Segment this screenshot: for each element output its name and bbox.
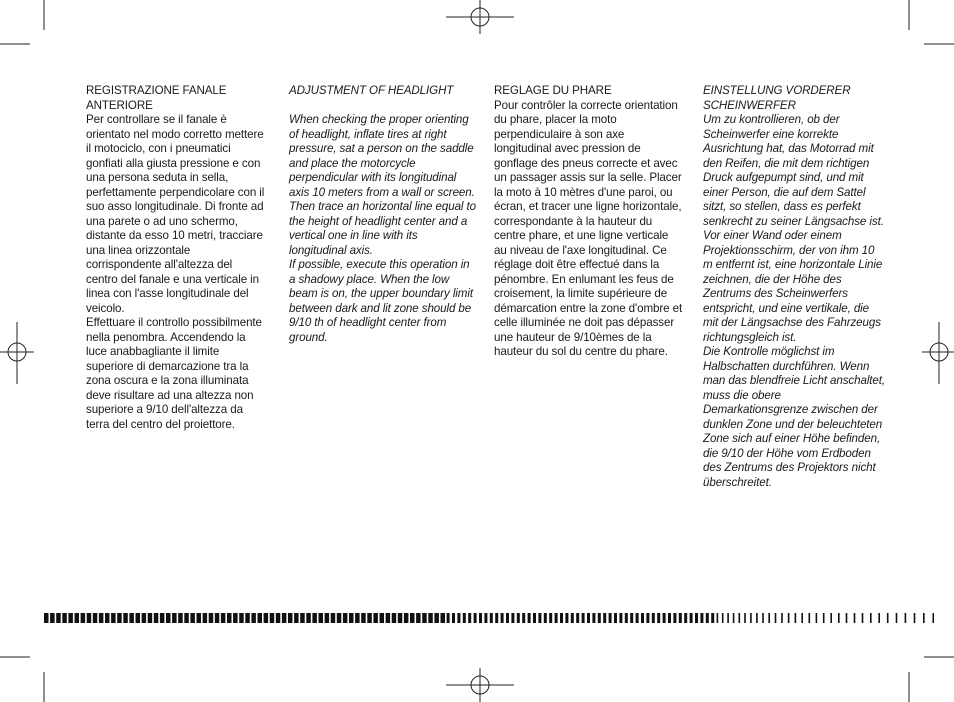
density-bar-block xyxy=(239,613,244,623)
density-bar-block xyxy=(522,613,525,623)
density-bar-block xyxy=(434,613,439,623)
section-title-english: ADJUSTMENT OF HEADLIGHT xyxy=(289,84,454,97)
section-title-french: REGLAGE DU PHARE xyxy=(494,84,612,97)
density-bar-block xyxy=(484,613,487,623)
density-bar-block xyxy=(533,613,536,623)
density-bar-block xyxy=(823,613,825,623)
density-bar-block xyxy=(87,613,92,623)
density-bar-block xyxy=(343,613,348,623)
density-bar-block xyxy=(490,613,493,623)
density-bar-block xyxy=(690,613,693,623)
density-bar-block xyxy=(733,613,735,623)
density-bar-block xyxy=(788,613,790,623)
density-bar-block xyxy=(288,613,293,623)
density-bar-block xyxy=(386,613,391,623)
section-title-italian: REGISTRAZIONE FANALE ANTERIORE xyxy=(86,84,227,112)
density-bar-block xyxy=(75,613,80,623)
density-bar-block xyxy=(727,613,729,623)
density-bar-block xyxy=(123,613,128,623)
density-bar-block xyxy=(197,613,202,623)
density-bar-block xyxy=(739,613,741,623)
density-bar-block xyxy=(331,613,336,623)
density-bar-block xyxy=(468,613,471,623)
density-bar-block xyxy=(154,613,159,623)
density-bar-block xyxy=(282,613,287,623)
column-english xyxy=(289,84,477,345)
density-bar-block xyxy=(142,613,147,623)
density-bar-block xyxy=(81,613,86,623)
density-bar-block xyxy=(933,613,935,623)
density-bar-block xyxy=(750,613,752,623)
density-bar-block xyxy=(136,613,141,623)
density-bar-block xyxy=(294,613,299,623)
density-bar-block xyxy=(663,613,666,623)
density-bar-block xyxy=(668,613,671,623)
density-bar-block xyxy=(506,613,509,623)
density-bar-block xyxy=(361,613,366,623)
density-bar-block xyxy=(479,613,482,623)
density-bar-block xyxy=(781,613,783,623)
density-bar-block xyxy=(190,613,195,623)
density-bar-block xyxy=(203,613,208,623)
density-bar-block xyxy=(441,613,446,623)
density-bar-block xyxy=(428,613,433,623)
density-bar-block xyxy=(756,613,758,623)
density-bar-block xyxy=(544,613,547,623)
density-bar-block xyxy=(511,613,514,623)
density-bar-block xyxy=(717,613,719,623)
density-bar-block xyxy=(62,613,67,623)
density-bar-block xyxy=(398,613,403,623)
density-bar-block xyxy=(722,613,724,623)
paragraph-english-2: If possible, execute this operation in a shadowy place. When the low beam is on, the upper boundary limit between dark and lit zone should be 9/10 th of headlight center from ground. xyxy=(289,258,473,344)
density-bar-block xyxy=(221,613,226,623)
density-bar-block xyxy=(636,613,639,623)
density-bar-block xyxy=(129,613,134,623)
density-bar-block xyxy=(258,613,263,623)
density-bar-block xyxy=(744,613,746,623)
density-bar-block xyxy=(463,613,466,623)
density-bar-block xyxy=(416,613,421,623)
density-bar-block xyxy=(44,613,49,623)
density-bar-block xyxy=(695,613,698,623)
density-bar-block xyxy=(319,613,324,623)
density-bar-block xyxy=(684,613,687,623)
density-bar-block xyxy=(571,613,574,623)
density-bar-block xyxy=(854,613,856,623)
density-bar-block xyxy=(816,613,818,623)
density-bar-block xyxy=(68,613,73,623)
density-bar-block xyxy=(227,613,232,623)
density-bar-block xyxy=(209,613,214,623)
density-bar-block xyxy=(251,613,256,623)
density-bar-block xyxy=(609,613,612,623)
density-bar-block xyxy=(233,613,238,623)
density-bar-block xyxy=(367,613,372,623)
density-bar-block xyxy=(700,613,703,623)
paragraph-german-1: Um zu kontrollieren, ob der Scheinwerfer eine korrekte Ausrichtung hat, das Motorrad mit den Reifen, die mit dem richtigen Druck aufgepumpt sind, und mit einer Person, die auf dem Sattel sitzt, so stellen, dass es perfekt senkrecht zu seiner Längsachse ist. Vor einer Wand oder einem Projektionsschirm, der von ihm 10 m entfernt ist, eine horizontale Linie zeichnen, die der Höhe des Zentrums des Scheinwerfers entspricht, und eine vertikale, die mit der Längsachse des Fahrzeugs richtungsgleich ist. xyxy=(703,113,884,344)
density-bar-block xyxy=(474,613,477,623)
density-bar-block xyxy=(592,613,595,623)
density-bar-block xyxy=(422,613,427,623)
density-bar-block xyxy=(795,613,797,623)
density-bar-block xyxy=(306,613,311,623)
density-bar-block xyxy=(582,613,585,623)
density-bar-block xyxy=(160,613,165,623)
density-bar-block xyxy=(300,613,305,623)
density-bar-block xyxy=(172,613,177,623)
density-bar-block xyxy=(117,613,122,623)
column-italian xyxy=(86,84,266,432)
density-bar-block xyxy=(598,613,601,623)
density-bar-block xyxy=(549,613,552,623)
density-bar-block xyxy=(646,613,649,623)
paragraph-english-1: When checking the proper orienting of headlight, inflate tires at right pressure, sat a person on the saddle and place the motorcycle perpendicular with its longitudinal axis 10 meters from a wall or screen. Then trace an horizontal line equal to the height of headlight center and a vertical one in line with its longitudinal axis. xyxy=(289,113,476,257)
density-bar-block xyxy=(392,613,397,623)
density-bar-block xyxy=(614,613,617,623)
paragraph-italian-2: Effettuare il controllo possibilmente nella penombra. Accendendo la luce anabbagliante il limite superiore di demarcazione tra la zona oscura e la zona illuminata deve risultare ad una altezza non superiore a 9/10 dell'altezza da terra del centro del proiettore. xyxy=(86,316,262,431)
density-bar-block xyxy=(587,613,590,623)
density-bar-block xyxy=(830,613,832,623)
paragraph-italian-1: Per controllare se il fanale è orientato nel modo corretto mettere il motociclo, con i pneumatici gonfiati alla giusta pressione e con una persona seduta in sella, perfettamente perpendicolare con il suo asso longitudinale. Di fronte ad una parete o ad uno schermo, distante da esso 10 metri, tracciare una linea orizzontale corrispondente all'altezza del centro del fanale e una verticale in linea con l'asse longitudinale del veicolo. xyxy=(86,113,265,315)
density-bar-block xyxy=(56,613,61,623)
density-bar-block xyxy=(641,613,644,623)
density-bar-block xyxy=(630,613,633,623)
density-bar-block xyxy=(862,613,864,623)
density-bar-block xyxy=(762,613,764,623)
spacer xyxy=(289,99,477,114)
density-bar-block xyxy=(270,613,275,623)
density-bar-block xyxy=(565,613,568,623)
density-bar-block xyxy=(538,613,541,623)
paragraph-german-2: Die Kontrolle möglichst im Halbschatten durchführen. Wenn man das blendfreie Licht anschaltet, muss die obere Demarkationsgrenze zwischen der dunklen Zone und der beleuchteten Zone sich auf einer Höhe befinden, die 9/10 der Höhe vom Erdboden des Zentrums des Projektors nicht überschreitet. xyxy=(703,345,886,489)
density-bar-block xyxy=(625,613,628,623)
density-bar-block xyxy=(380,613,385,623)
density-bar-block xyxy=(878,613,880,623)
density-bar-block xyxy=(148,613,153,623)
density-bar-block xyxy=(555,613,558,623)
density-bar-block xyxy=(404,613,409,623)
density-bar-block xyxy=(560,613,563,623)
density-bar-block xyxy=(905,613,907,623)
density-bar-block xyxy=(914,613,916,623)
density-bar-block xyxy=(373,613,378,623)
density-bar-block xyxy=(576,613,579,623)
density-bar-block xyxy=(775,613,777,623)
density-bar-block xyxy=(447,613,450,623)
density-bar-block xyxy=(452,613,455,623)
density-bar-block xyxy=(619,613,622,623)
density-bar-block xyxy=(706,613,709,623)
density-bar-block xyxy=(178,613,183,623)
density-bar-block xyxy=(501,613,504,623)
density-bar-block xyxy=(495,613,498,623)
density-bar-block xyxy=(355,613,360,623)
density-bar-block xyxy=(349,613,354,623)
density-bar-block xyxy=(245,613,250,623)
density-bar-block xyxy=(215,613,220,623)
density-bar-block xyxy=(93,613,98,623)
density-bar-block xyxy=(603,613,606,623)
density-bar-block xyxy=(896,613,898,623)
density-bar-block xyxy=(457,613,460,623)
density-bar-block xyxy=(337,613,342,623)
printer-density-bar xyxy=(44,613,934,623)
density-bar-block xyxy=(809,613,811,623)
paragraph-french-1: Pour contrôler la correcte orientation du phare, placer la moto perpendiculaire à son axe longitudinal avec pression de gonflage des pneus correcte et avec un passager assis sur la selle. Placer la moto à 10 mètres d'une paroi, ou écran, et tracer une ligne horizontale, correspondante à la hauteur du centre phare, et une ligne verticale au niveau de l'axe longitudinal. Ce réglage doit être effectué dans la pénombre. En enlumant les feus de croisement, la limite supérieure de démarcation entre la zone d'ombre et celle illuminée ne doit pas dépasser une hauteur de 9/10èmes de la hauteur du sol du centre du phare. xyxy=(494,98,683,358)
density-bar-block xyxy=(312,613,317,623)
density-bar-block xyxy=(657,613,660,623)
density-bar-block xyxy=(711,613,714,623)
density-bar-block xyxy=(184,613,189,623)
section-title-german: EINSTELLUNG VORDERER SCHEINWERFER xyxy=(703,84,851,112)
density-bar-block xyxy=(679,613,682,623)
density-bar-block xyxy=(111,613,116,623)
density-bar-block xyxy=(673,613,676,623)
density-bar-block xyxy=(846,613,848,623)
density-bar-block xyxy=(923,613,925,623)
density-bar-block xyxy=(105,613,110,623)
density-bar-block xyxy=(99,613,104,623)
density-bar-block xyxy=(50,613,55,623)
density-bar-block xyxy=(517,613,520,623)
density-bar-block xyxy=(528,613,531,623)
density-bar-block xyxy=(801,613,803,623)
density-bar-block xyxy=(870,613,872,623)
column-french xyxy=(494,84,684,360)
density-bar-block xyxy=(838,613,840,623)
density-bar-block xyxy=(410,613,415,623)
density-bar-block xyxy=(325,613,330,623)
column-german xyxy=(703,84,885,490)
density-bar-block xyxy=(768,613,770,623)
density-bar-block xyxy=(264,613,269,623)
density-bar-block xyxy=(166,613,171,623)
density-bar-block xyxy=(276,613,281,623)
density-bar-block xyxy=(887,613,889,623)
density-bar-block xyxy=(652,613,655,623)
